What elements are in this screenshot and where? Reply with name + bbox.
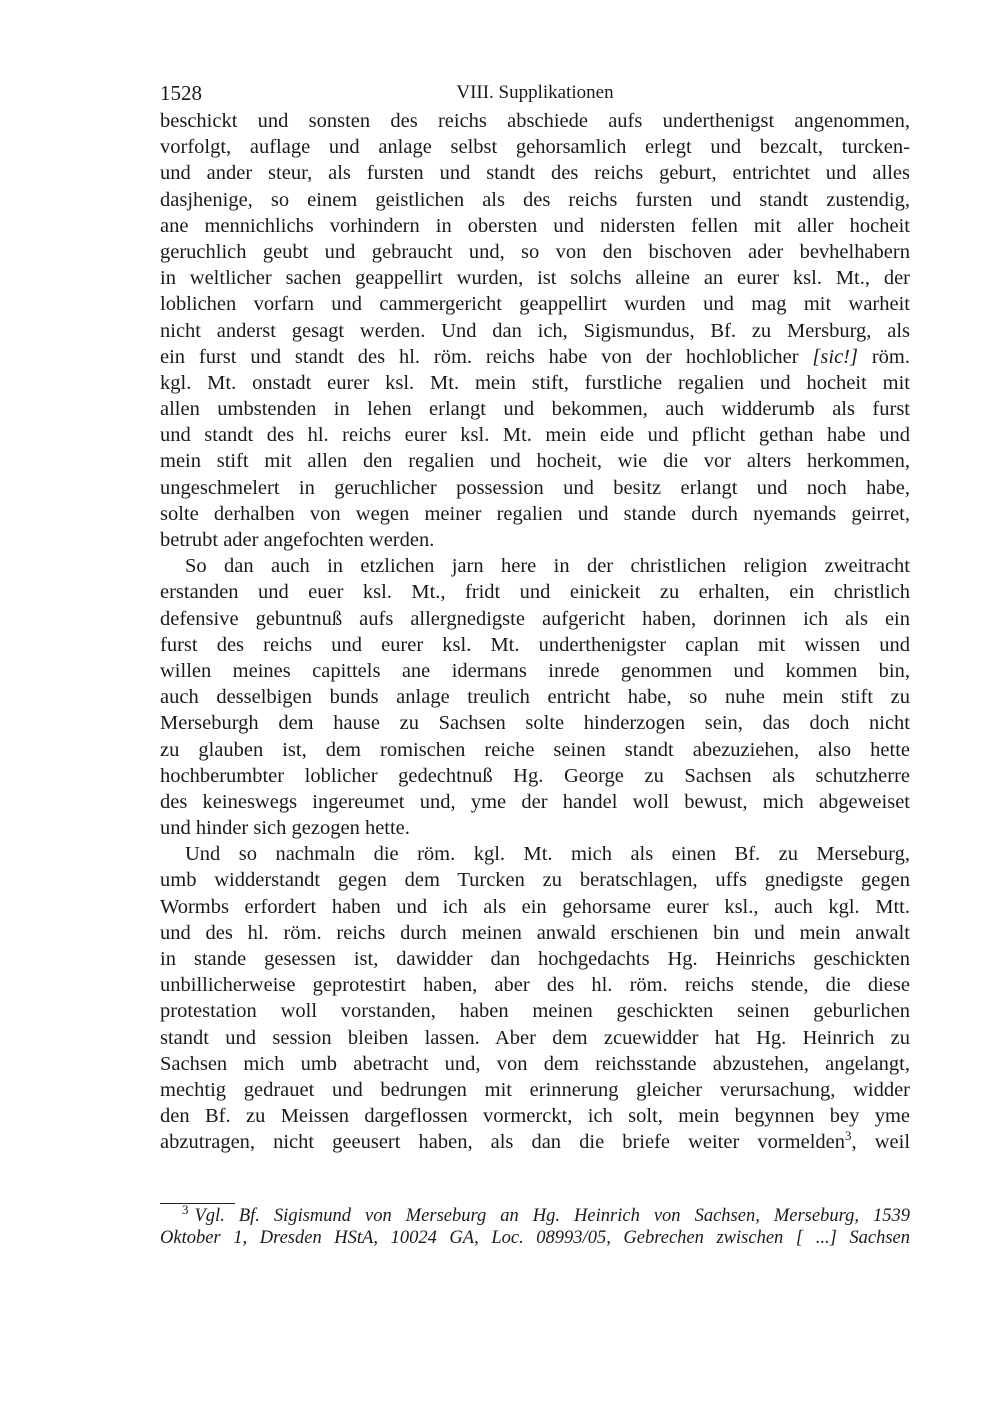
body-text	[160, 108, 910, 1156]
paragraph-start-line: Und so nachmaln die röm. kgl. Mt. mich als einen Bf. zu Merseburg,	[185, 843, 910, 866]
text-line: in weltlicher sachen geappellirt wurden, ist solchs alleine an eurer ksl. Mt., der	[160, 267, 910, 290]
footnote-reference[interactable]: 3	[845, 1128, 852, 1144]
footnote-number: 3	[182, 1201, 189, 1217]
text-line: und standt des hl. reichs eurer ksl. Mt. mein eide und pflicht gethan habe und	[160, 424, 910, 447]
text-line: vorfolgt, auflage und anlage selbst gehorsamlich erlegt und bezcalt, turcken-	[160, 136, 910, 159]
running-title: VIII. Supplikationen	[456, 82, 614, 103]
footnote-line: Oktober 1, Dresden HStA, 10024 GA, Loc. 08993/05, Gebrechen zwischen [ ...] Sachsen	[160, 1228, 910, 1248]
running-head	[160, 78, 910, 108]
text-line: kgl. Mt. onstadt eurer ksl. Mt. mein stift, furstliche regalien und hocheit mit	[160, 371, 910, 394]
text-line: ane mennichlichs vorhindern in obersten und nidersten fellen mit aller hocheit	[160, 214, 910, 237]
text-line: und hinder sich gezogen hette.	[160, 817, 410, 840]
footnote-line	[160, 1201, 910, 1227]
text-line: betrubt ader angefochten werden.	[160, 529, 435, 551]
text-line: Merseburgh dem hause zu Sachsen solte hinderzogen sein, das doch nicht	[160, 712, 910, 735]
text-line: zu glauben ist, dem romischen reiche seinen standt abezuziehen, also hette	[160, 738, 910, 761]
text-line: willen meines capittels ane idermans inrede genommen und kommen bin,	[160, 659, 910, 682]
text-line: solte derhalben von wegen meiner regalien und stande durch nyemands geirret,	[160, 502, 910, 525]
footnote	[160, 1201, 910, 1249]
footnote-text: Vgl. Bf. Sigismund von Merseburg an Hg. Heinrich von Sachsen, Merseburg, 1539	[194, 1206, 910, 1226]
text-line: mechtig gedrauet und bedrungen mit erinnerung gleicher verursachung, widder	[160, 1078, 910, 1101]
text-segment: röm.	[857, 345, 910, 368]
text-line: allen umbstenden in lehen erlangt und bekommen, auch widderumb als furst	[160, 398, 910, 421]
text-segment: , weil	[851, 1131, 911, 1154]
text-line: unbillicherweise geprotestirt haben, aber des hl. röm. reichs stende, die diese	[160, 974, 910, 997]
text-line: protestation woll vorstanden, haben meinen geschickten seinen geburlichen	[160, 1000, 910, 1023]
text-line-with-footnote-ref	[160, 1129, 910, 1155]
text-line: umb widderstandt gegen dem Turcken zu beratschlagen, uffs gnedigste gegen	[160, 869, 910, 892]
text-line: und ander steur, als fursten und standt des reichs geburt, entrichtet und alles	[160, 162, 910, 185]
text-segment: ein furst und standt des hl. röm. reichs habe von der hochloblicher	[160, 345, 813, 368]
text-line: loblichen vorfarn und cammergericht geappellirt wurden und mag mit warheit	[160, 293, 910, 316]
text-line: standt und session bleiben lassen. Aber dem zcuewidder hat Hg. Heinrich zu	[160, 1026, 910, 1049]
page-number: 1528	[160, 81, 202, 105]
text-line: mein stift mit allen den regalien und hocheit, wie die vor alters herkommen,	[160, 450, 910, 473]
text-line: des keineswegs ingereumet und, yme der handel woll bewust, mich abgeweiset	[160, 790, 910, 813]
text-line-with-sic	[160, 344, 910, 370]
text-line: und des hl. röm. reichs durch meinen anwald erschienen bin und mein anwalt	[160, 921, 910, 944]
text-line: den Bf. zu Meissen dargeflossen vormerckt, ich solt, mein begynnen bey yme	[160, 1105, 910, 1128]
text-line: Sachsen mich umb abetracht und, von dem reichsstande abzustehen, angelangt,	[160, 1052, 910, 1075]
text-line: beschickt und sonsten des reichs abschiede aufs underthenigst angenommen,	[160, 110, 910, 132]
text-segment: abzutragen, nicht geeusert haben, als dan die briefe weiter vormelden	[160, 1131, 846, 1154]
text-line: ungeschmelert in geruchlicher possession und besitz erlangt und noch habe,	[160, 476, 910, 499]
text-line: erstanden und euer ksl. Mt., fridt und einickeit zu erhalten, ein christlich	[160, 581, 910, 604]
footnote-separator-rule	[160, 1203, 235, 1204]
text-line: dasjhenige, so einem geistlichen als des reichs fursten und standt zustendig,	[160, 188, 910, 211]
page	[160, 78, 910, 1156]
editorial-sic-note: [sic!]	[812, 345, 858, 368]
paragraph-start-line: So dan auch in etzlichen jarn here in der christlichen religion zweitracht	[185, 555, 910, 578]
text-line: nicht anderst gesagt werden. Und dan ich, Sigismundus, Bf. zu Mersburg, als	[160, 319, 910, 342]
text-line: geruchlich geubt und gebraucht und, so von den bischoven ader bevhelhabern	[160, 240, 910, 263]
text-line: Wormbs erfordert haben und ich als ein gehorsame eurer ksl., auch kgl. Mtt.	[160, 895, 910, 918]
text-line: furst des reichs und eurer ksl. Mt. underthenigster caplan mit wissen und	[160, 633, 910, 656]
text-line: defensive gebuntnuß aufs allergnedigste aufgericht haben, dorinnen ich als ein	[160, 607, 910, 630]
text-line: hochberumbter loblicher gedechtnuß Hg. George zu Sachsen als schutzherre	[160, 764, 910, 787]
text-line: in stande gesessen ist, dawidder dan hochgedachts Hg. Heinrichs geschickten	[160, 948, 910, 970]
footnotes	[160, 1201, 910, 1249]
text-line: auch desselbigen bunds anlage treulich entricht habe, so nuhe mein stift zu	[160, 686, 910, 709]
